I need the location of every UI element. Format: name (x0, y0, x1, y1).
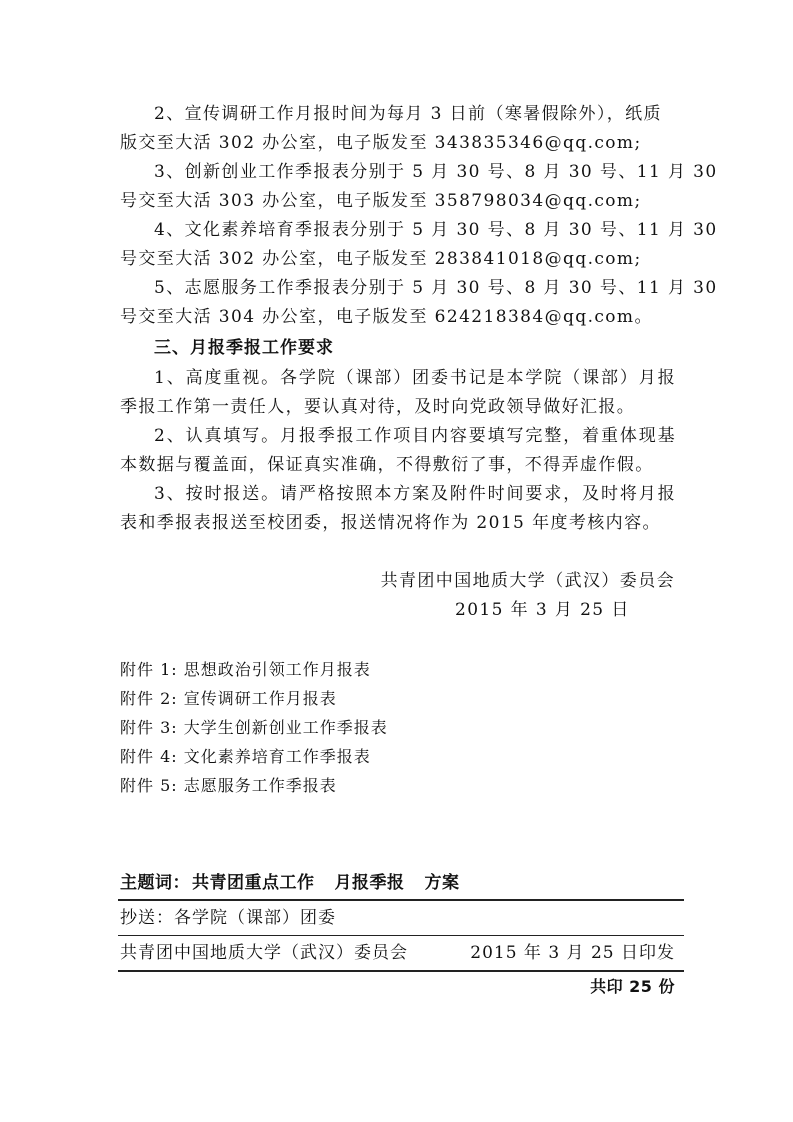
paragraph-line: 4、文化素养培育季报表分别于 5 月 30 号、8 月 30 号、11 月 30 (154, 220, 718, 240)
attachment-item: 附件 3: 大学生创新创业工作季报表 (120, 718, 388, 737)
paragraph-line: 号交至大活 303 办公室，电子版发至 358798034@qq.com; (120, 191, 642, 211)
paragraph-line: 3、创新创业工作季报表分别于 5 月 30 号、8 月 30 号、11 月 30 (154, 162, 718, 182)
paragraph-line: 1、高度重视。各学院（课部）团委书记是本学院（课部）月报 (154, 368, 676, 388)
keywords-line (120, 871, 460, 895)
paragraph-line: 号交至大活 302 办公室，电子版发至 283841018@qq.com; (120, 249, 642, 269)
paragraph-line: 3、按时报送。请严格按照本方案及附件时间要求，及时将月报 (154, 484, 676, 504)
print-count: 共印 25 份 (590, 977, 675, 996)
footer-divider (118, 970, 684, 972)
paragraph-line: 版交至大活 302 办公室，电子版发至 343835346@qq.com; (120, 133, 642, 153)
paragraph-line: 本数据与覆盖面，保证真实准确，不得敷衍了事，不得弄虚作假。 (120, 455, 654, 475)
issue-date: 2015 年 3 月 25 日印发 (470, 943, 675, 963)
attachment-item: 附件 1: 思想政治引领工作月报表 (120, 660, 371, 679)
attachment-item: 附件 4: 文化素养培育工作季报表 (120, 747, 371, 766)
attachment-item: 附件 2: 宣传调研工作月报表 (120, 689, 337, 708)
signature-date: 2015 年 3 月 25 日 (455, 600, 630, 620)
cc-line: 抄送：各学院（课部）团委 (120, 908, 336, 928)
paragraph-line: 2、认真填写。月报季报工作项目内容要填写完整，着重体现基 (154, 426, 676, 446)
footer-divider (118, 899, 684, 901)
keyword: 共青团重点工作 (192, 873, 315, 893)
paragraph-line: 表和季报表报送至校团委，报送情况将作为 2015 年度考核内容。 (120, 513, 661, 533)
signature-organization: 共青团中国地质大学（武汉）委员会 (380, 571, 675, 591)
issuer: 共青团中国地质大学（武汉）委员会 (120, 943, 408, 963)
paragraph-line: 号交至大活 304 办公室，电子版发至 624218384@qq.com。 (120, 307, 653, 327)
keyword: 方案 (424, 873, 460, 893)
keywords-label: 主题词： (120, 873, 190, 893)
section-heading: 三、月报季报工作要求 (154, 338, 334, 358)
paragraph-line: 5、志愿服务工作季报表分别于 5 月 30 号、8 月 30 号、11 月 30 (154, 278, 718, 298)
keyword: 月报季报 (334, 873, 405, 893)
paragraph-line: 季报工作第一责任人，要认真对待，及时向党政领导做好汇报。 (120, 397, 636, 417)
paragraph-line: 2、宣传调研工作月报时间为每月 3 日前（寒暑假除外），纸质 (154, 104, 662, 124)
attachment-item: 附件 5: 志愿服务工作季报表 (120, 776, 337, 795)
footer-divider (118, 935, 684, 936)
